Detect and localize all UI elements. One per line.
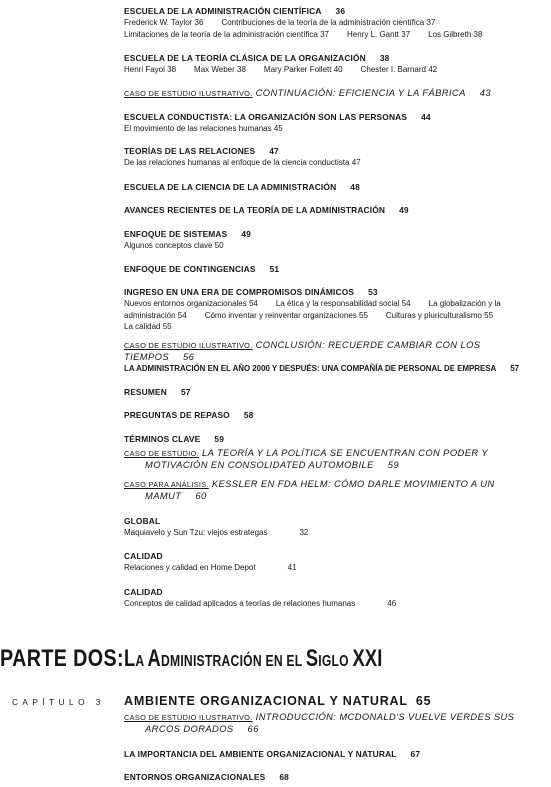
part-title[interactable]: LA ADMINISTRACIÓN EN EL SIGLO XXI xyxy=(124,645,383,672)
chapter-label: CAPÍTULO 3 xyxy=(12,698,105,707)
case-study[interactable]: CASO DE ESTUDIO ILUSTRATIVO. CONTINUACIÓN: EFICIENCIA Y LA FÁBRICA 43 xyxy=(124,87,491,98)
feature-heading: CALIDAD xyxy=(124,587,163,597)
toc-section xyxy=(124,287,545,332)
section-heading[interactable]: ENFOQUE DE CONTINGENCIAS 51 xyxy=(124,264,280,274)
section-heading[interactable]: ESCUELA CONDUCTISTA: LA ORGANIZACIÓN SON LAS PERSONAS 44 xyxy=(124,112,431,122)
section-heading[interactable]: ESCUELA DE LA CIENCIA DE LA ADMINISTRACIÓN 48 xyxy=(124,182,360,192)
toc-section xyxy=(124,387,545,397)
feature-heading: GLOBAL xyxy=(124,516,161,526)
case-study[interactable]: CASO DE ESTUDIO ILUSTRATIVO. INTRODUCCIÓN: MCDONALD'S VUELVE VERDES SUS ARCOS DORADOS 66 xyxy=(124,711,515,734)
section-heading[interactable]: LA IMPORTANCIA DEL AMBIENTE ORGANIZACIONAL Y NATURAL 67 xyxy=(124,749,421,759)
toc-section xyxy=(124,410,545,420)
subtopics: Nuevos entornos organizacionales 54 La ética y la responsabilidad social 54 La globalización y la xyxy=(124,299,501,309)
subtopics: La calidad 55 xyxy=(124,322,172,332)
feature-item[interactable]: Maquiavelo y Sun Tzu: viejos estrategas 32 xyxy=(124,528,309,538)
subtopics: administración 54 Cómo inventar y reinventar organizaciones 55 Culturas y pluriculturalismo 55 xyxy=(124,310,494,320)
case-study[interactable]: CASO PARA ANÁLISIS. KESSLER EN FDA HELM: CÓMO DARLE MOVIMIENTO A UN MAMUT 60 xyxy=(124,478,495,501)
feature-item[interactable]: Relaciones y calidad en Home Depot 41 xyxy=(124,563,297,573)
section-heading[interactable]: ESCUELA DE LA ADMINISTRACIÓN CIENTÍFICA 36 xyxy=(124,6,346,16)
section-heading[interactable]: AVANCES RECIENTES DE LA TEORÍA DE LA ADMINISTRACIÓN 49 xyxy=(124,205,409,215)
section-heading[interactable]: TÉRMINOS CLAVE 59 xyxy=(124,434,225,444)
toc-section xyxy=(124,264,545,274)
case-study[interactable]: CASO DE ESTUDIO ILUSTRATIVO. CONCLUSIÓN: RECUERDE CAMBIAR CON LOS TIEMPOS 56 xyxy=(124,339,481,362)
toc-section xyxy=(124,749,545,759)
toc-section xyxy=(124,434,545,444)
feature-item[interactable]: Conceptos de calidad aplicados a teorías de relaciones humanas 46 xyxy=(124,599,397,609)
subtopics: Frederick W. Taylor 36 Contribuciones de la teoría de la administración científica 37 xyxy=(124,18,436,28)
section-heading[interactable]: ESCUELA DE LA TEORÍA CLÁSICA DE LA ORGANIZACIÓN 38 xyxy=(124,53,390,63)
toc-section xyxy=(124,229,545,251)
toc-sidebar-global xyxy=(124,516,545,538)
toc-section xyxy=(124,205,545,215)
subtopics: Henri Fayol 38 Max Weber 38 Mary Parker Follett 40 Chester I. Barnard 42 xyxy=(124,65,438,75)
section-heading[interactable]: PREGUNTAS DE REPASO 58 xyxy=(124,410,254,420)
toc-section xyxy=(124,146,545,168)
chapter-title[interactable]: AMBIENTE ORGANIZACIONAL Y NATURAL 65 xyxy=(124,694,432,708)
subtopics: Algunos conceptos clave 50 xyxy=(124,241,224,251)
case-study[interactable]: CASO DE ESTUDIO. LA TEORÍA Y LA POLÍTICA SE ENCUENTRAN CON PODER Y MOTIVACIÓN EN CONSOLIDATED AUTOMOBILE 59 xyxy=(124,447,489,470)
subtopics: Limitaciones de la teoría de la administración científica 37 Henry L. Gantt 37 Los Gilbreth 38 xyxy=(124,29,483,39)
feature-heading: CALIDAD xyxy=(124,551,163,561)
toc-section xyxy=(124,6,545,39)
toc-section xyxy=(124,53,545,75)
toc-section xyxy=(124,364,545,373)
toc-section xyxy=(124,112,545,134)
toc-sidebar-quality xyxy=(124,551,545,573)
subtopics: El movimiento de las relaciones humanas 45 xyxy=(124,124,283,134)
section-heading[interactable]: LA ADMINISTRACIÓN EN EL AÑO 2000 Y DESPUÉS: UNA COMPAÑÍA DE PERSONAL DE EMPRESA 57 xyxy=(124,364,520,373)
section-heading[interactable]: ENTORNOS ORGANIZACIONALES 68 xyxy=(124,772,289,782)
section-heading[interactable]: TEORÍAS DE LAS RELACIONES 47 xyxy=(124,146,279,156)
part-label: PARTE DOS: xyxy=(0,645,125,672)
toc-sidebar-quality xyxy=(124,587,545,609)
subtopics: De las relaciones humanas al enfoque de la ciencia conductista 47 xyxy=(124,158,361,168)
section-heading[interactable]: RESUMEN 57 xyxy=(124,387,191,397)
toc-section xyxy=(124,772,545,782)
section-heading[interactable]: INGRESO EN UNA ERA DE COMPROMISOS DINÁMICOS 53 xyxy=(124,287,378,297)
section-heading[interactable]: ENFOQUE DE SISTEMAS 49 xyxy=(124,229,251,239)
toc-section xyxy=(124,182,545,192)
